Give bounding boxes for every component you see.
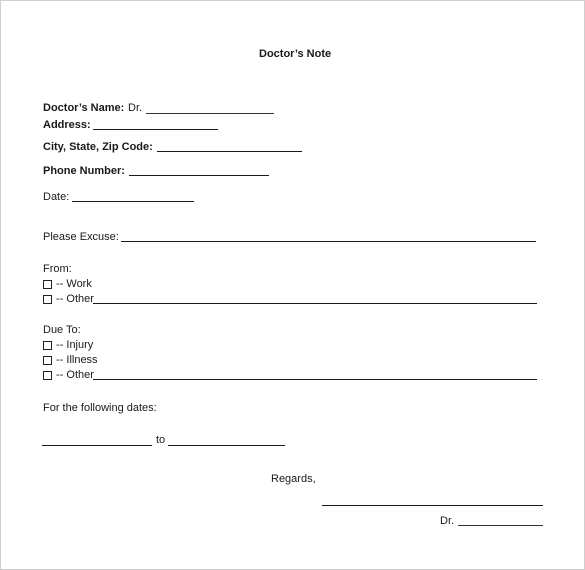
please-excuse-field[interactable] (121, 241, 536, 242)
date-label: Date: (43, 191, 70, 203)
due-to-option-illness[interactable] (43, 354, 98, 367)
document-title: Doctor’s Note (259, 48, 332, 60)
phone-field[interactable] (129, 175, 269, 176)
due-to-option-label: -- Injury (56, 339, 94, 351)
start-date-field[interactable] (42, 445, 152, 446)
dates-to-label: to (156, 434, 166, 446)
checkbox-icon[interactable] (43, 295, 52, 304)
due-to-option-other[interactable] (43, 369, 94, 382)
from-other-field[interactable] (93, 303, 537, 304)
from-option-other[interactable] (43, 293, 94, 306)
signature-field[interactable] (322, 505, 543, 506)
signature-name-field[interactable] (458, 525, 543, 526)
dates-label: For the following dates: (43, 402, 157, 414)
signature-prefix: Dr. (440, 515, 455, 527)
checkbox-icon[interactable] (43, 280, 52, 289)
from-option-label: -- Other (56, 293, 94, 305)
due-to-option-label: -- Other (56, 369, 94, 381)
city-state-zip-label: City, State, Zip Code: (43, 141, 153, 153)
doctor-name-label: Doctor’s Name: (43, 102, 125, 114)
date-field[interactable] (72, 201, 194, 202)
doctor-name-prefix: Dr. (128, 102, 143, 114)
from-option-label: -- Work (56, 278, 92, 290)
address-label: Address: (43, 119, 91, 131)
please-excuse-label: Please Excuse: (43, 231, 119, 243)
from-option-work[interactable] (43, 278, 92, 291)
from-label: From: (43, 263, 72, 275)
doctor-name-field[interactable] (146, 113, 274, 114)
due-to-label: Due To: (43, 324, 81, 336)
end-date-field[interactable] (168, 445, 285, 446)
regards-text: Regards, (271, 473, 316, 485)
due-to-option-label: -- Illness (56, 354, 98, 366)
address-field[interactable] (93, 129, 218, 130)
checkbox-icon[interactable] (43, 371, 52, 380)
due-to-option-injury[interactable] (43, 339, 93, 352)
due-to-other-field[interactable] (93, 379, 537, 380)
city-state-zip-field[interactable] (157, 151, 302, 152)
checkbox-icon[interactable] (43, 356, 52, 365)
phone-label: Phone Number: (43, 165, 125, 177)
checkbox-icon[interactable] (43, 341, 52, 350)
